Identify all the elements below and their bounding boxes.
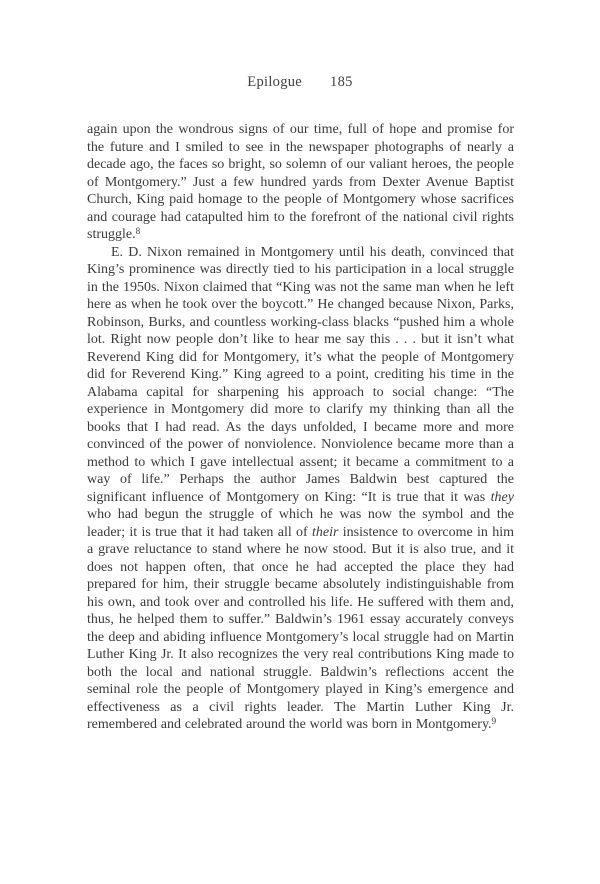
body-text-segment: insistence to overcome in him a grave reluctance to stand where he now stood. But it is also true, and it does not happen often, that once he had accepted the place they had prepared for him, their struggle became absolutely indistinguishable from his own, and took over and controlled his life. He suffered with them and, thus, he helped them to suffer.” Baldwin’s 1961 essay accurately conveys the deep and abiding influence Montgomery’s local struggle had on Martin Luther King Jr. It also recognizes the very real contributions King made to both the local and national struggle. Baldwin’s reflections accent the seminal role the people of Montgomery played in King’s emergence and effectiveness as a civil rights leader. The Martin Luther King Jr. remembered and celebrated around the world was born in Montgomery. bbox=[87, 524, 514, 732]
running-head bbox=[0, 74, 600, 91]
paragraph bbox=[87, 121, 514, 244]
page-body bbox=[87, 121, 514, 734]
footnote-reference: 8 bbox=[135, 225, 141, 236]
body-text-segment: E. D. Nixon remained in Montgomery until his death, convinced that King’s prominence was directly tied to his participation in a local struggle in the 1950s. Nixon claimed that “King was not the same man when he left here as when he took over the boycott.” He changed because Nixon, Parks, Robinson, Burks, and countless working-class blacks “pushed him a whole lot. Right now people don’t like to hear me say this . . . but it isn’t what Reverend King did for Montgomery, it’s what the people of Montgomery did for Reverend King.” King agreed to a point, crediting his time in the Alabama capital for sharpening his approach to social change: “The experience in Montgomery did more to clarify my thinking than all the books that I had read. As the days unfolded, I became more and more convinced of the power of nonviolence. Nonviolence became more than a method to which I gave intellectual assent; it became a commitment to a way of life.” Perhaps the author James Baldwin best captured the significant influence of Montgomery on King: “It is true that it was bbox=[87, 244, 514, 505]
body-text-segment: who had begun the struggle of which he was now the symbol and the leader; it is true that it had taken all of bbox=[87, 507, 514, 540]
body-text-segment: again upon the wondrous signs of our time, full of hope and promise for the future and I smiled to see in the newspaper photographs of nearly a decade ago, the faces so bright, so solemn of our valiant heroes, the people of Montgomery.” Just a few hundred yards from Dexter Avenue Baptist Church, King paid homage to the people of Montgomery whose sacrifices and courage had catapulted him to the forefront of the national civil rights struggle. bbox=[87, 122, 514, 242]
emphasized-text: they bbox=[490, 489, 514, 505]
page-number: 185 bbox=[330, 74, 353, 90]
section-title: Epilogue bbox=[247, 74, 303, 90]
paragraph bbox=[87, 244, 514, 734]
emphasized-text: their bbox=[312, 524, 339, 540]
footnote-reference: 9 bbox=[491, 715, 497, 726]
